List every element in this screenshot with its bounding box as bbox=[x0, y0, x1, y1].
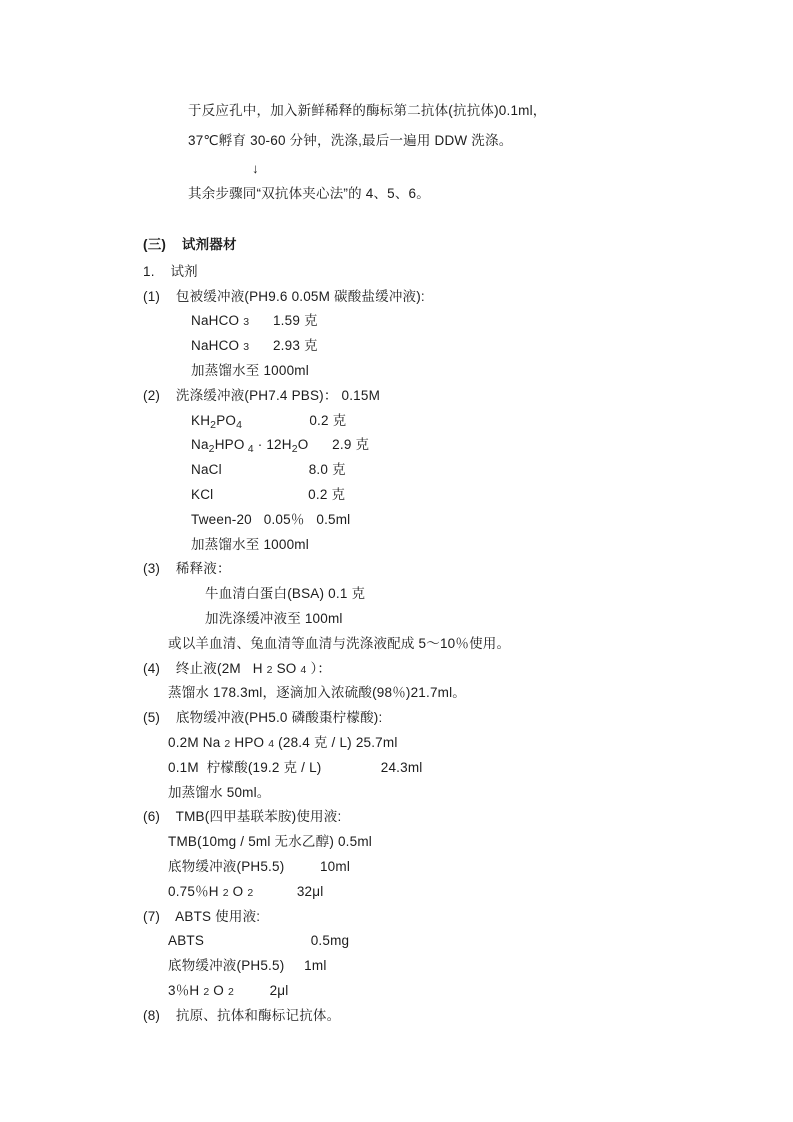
text-run: TMB(10mg / 5ml 无水乙醇) 0.5ml bbox=[168, 834, 372, 850]
list-1-heading bbox=[0, 260, 793, 285]
text-run: 4 bbox=[268, 737, 275, 750]
item-3-heading bbox=[0, 557, 793, 582]
para-line-2 bbox=[0, 126, 793, 156]
text-run: O bbox=[209, 982, 228, 998]
item-1-row-3 bbox=[0, 359, 793, 384]
item-7-row-1 bbox=[0, 929, 793, 954]
text-run: 其余步骤同“双抗体夹心法”的 4、5、6。 bbox=[188, 186, 430, 201]
item-2-row-6 bbox=[0, 533, 793, 558]
text-run: NaHCO bbox=[191, 338, 244, 354]
text-run: ）： bbox=[306, 660, 332, 676]
item-5-row-3 bbox=[0, 781, 793, 806]
item-4-row-1 bbox=[0, 681, 793, 706]
text-run: HPO bbox=[230, 734, 269, 750]
text-run: 蒸馏水 178.3ml，逐滴加入浓硫酸(98％)21.7ml。 bbox=[168, 685, 467, 701]
para-line-1 bbox=[0, 96, 793, 126]
item-2-row-5 bbox=[0, 508, 793, 533]
item-4-heading bbox=[0, 657, 793, 682]
text-run: Na bbox=[191, 437, 209, 453]
item-2-row-1 bbox=[0, 409, 793, 434]
text-run: 或以羊血清、兔血清等血清与洗涤液配成 5～10％使用。 bbox=[168, 635, 511, 651]
text-run: 2 bbox=[291, 443, 298, 456]
text-run: 4 bbox=[236, 418, 243, 431]
text-run: 2 bbox=[208, 443, 215, 456]
text-run: 0.2 克 bbox=[242, 412, 347, 428]
text-run: 2 bbox=[266, 663, 273, 676]
text-run: 2 bbox=[222, 886, 229, 899]
item-2-heading bbox=[0, 384, 793, 409]
item-6-row-1 bbox=[0, 830, 793, 855]
text-run: 2 bbox=[203, 985, 210, 998]
text-run: 32μl bbox=[253, 883, 324, 899]
text-run: 1. 试剂 bbox=[143, 263, 198, 279]
text-run: 底物缓冲液(PH5.5) 1ml bbox=[168, 958, 327, 974]
text-run: 3 bbox=[243, 316, 250, 329]
text-run: 加洗涤缓冲液至 100ml bbox=[205, 610, 343, 626]
text-run: PO bbox=[216, 412, 237, 428]
text-run: Tween-20 0.05％ 0.5ml bbox=[191, 511, 351, 527]
item-1-row-2 bbox=[0, 334, 793, 359]
section-heading bbox=[0, 230, 793, 260]
text-run: (3) 稀释液： bbox=[143, 561, 231, 577]
text-run: (2) 洗涤缓冲液(PH7.4 PBS)： 0.15M bbox=[143, 387, 381, 403]
text-run: (6) TMB(四甲基联苯胺)使用液: bbox=[143, 809, 342, 825]
para-line-3 bbox=[0, 182, 793, 207]
item-5-heading bbox=[0, 706, 793, 731]
text-run: (5) 底物缓冲液(PH5.0 磷酸棗柠檬酸): bbox=[143, 710, 383, 726]
text-run: 2 bbox=[227, 985, 235, 998]
text-run: 0.1M 柠檬酸(19.2 克 / L) 24.3ml bbox=[168, 759, 423, 775]
text-run: KH bbox=[191, 412, 211, 428]
item-7-heading bbox=[0, 905, 793, 930]
document-body bbox=[0, 96, 793, 1029]
item-3-note bbox=[0, 632, 793, 657]
item-3-row-1 bbox=[0, 582, 793, 607]
item-6-heading bbox=[0, 805, 793, 830]
text-run: (8) 抗原、抗体和酶标记抗体。 bbox=[143, 1007, 341, 1023]
item-6-row-3 bbox=[0, 880, 793, 905]
text-run: 3％H bbox=[168, 982, 204, 998]
text-run: (三) 试剂器材 bbox=[143, 236, 237, 252]
item-2-row-3 bbox=[0, 458, 793, 483]
item-2-row-4 bbox=[0, 483, 793, 508]
item-2-row-2 bbox=[0, 433, 793, 458]
item-8-heading bbox=[0, 1004, 793, 1029]
item-7-row-3 bbox=[0, 979, 793, 1004]
text-run: 1.59 克 bbox=[249, 313, 318, 329]
text-run: 2.93 克 bbox=[249, 338, 318, 354]
text-run: · 12H bbox=[253, 437, 292, 453]
text-run: 底物缓冲液(PH5.5) 10ml bbox=[168, 858, 351, 874]
item-3-row-2 bbox=[0, 607, 793, 632]
text-run: 2 bbox=[247, 886, 254, 899]
text-run: 37℃孵育 30-60 分钟，洗涤,最后一遍用 DDW 洗涤。 bbox=[188, 133, 513, 148]
text-run: 0.2M Na bbox=[168, 734, 225, 750]
text-run: (4) 终止液(2M H bbox=[143, 660, 267, 676]
item-7-row-2 bbox=[0, 954, 793, 979]
text-run: 加蒸馏水 50ml。 bbox=[168, 784, 271, 800]
text-run: ABTS 0.5mg bbox=[168, 933, 350, 949]
text-run: (28.4 克 / L) 25.7ml bbox=[274, 734, 398, 750]
text-run: 4 bbox=[300, 663, 307, 676]
text-run: KCl 0.2 克 bbox=[191, 486, 346, 502]
item-5-row-2 bbox=[0, 756, 793, 781]
text-run: ↓ bbox=[252, 161, 259, 176]
item-5-row-1 bbox=[0, 731, 793, 756]
flow-down-arrow bbox=[0, 156, 793, 182]
text-run: NaHCO bbox=[191, 313, 244, 329]
item-6-row-2 bbox=[0, 855, 793, 880]
item-1-row-1 bbox=[0, 309, 793, 334]
text-run: 2 bbox=[224, 737, 231, 750]
text-run: 2μl bbox=[234, 982, 289, 998]
text-run: HPO bbox=[214, 437, 245, 453]
text-run: (1) 包被缓冲液(PH9.6 0.05M 碳酸盐缓冲液): bbox=[143, 288, 425, 304]
text-run: 于反应孔中，加入新鲜稀释的酶标第二抗体(抗抗体)0.1ml， bbox=[188, 103, 547, 118]
text-run: NaCl 8.0 克 bbox=[191, 462, 346, 478]
text-run: 牛血清白蛋白(BSA) 0.1 克 bbox=[205, 586, 366, 602]
text-run: (7) ABTS 使用液: bbox=[143, 908, 261, 924]
text-run: 加蒸馏水至 1000ml bbox=[191, 362, 309, 378]
text-run: 4 bbox=[244, 443, 254, 456]
text-run: O 2.9 克 bbox=[297, 437, 370, 453]
text-run: O bbox=[228, 883, 248, 899]
text-run: 加蒸馏水至 1000ml bbox=[191, 536, 309, 552]
text-run: SO bbox=[272, 660, 301, 676]
item-1-heading bbox=[0, 285, 793, 310]
text-run: 3 bbox=[243, 341, 250, 354]
text-run: 0.75％H bbox=[168, 883, 223, 899]
text-run: 2 bbox=[210, 418, 217, 431]
